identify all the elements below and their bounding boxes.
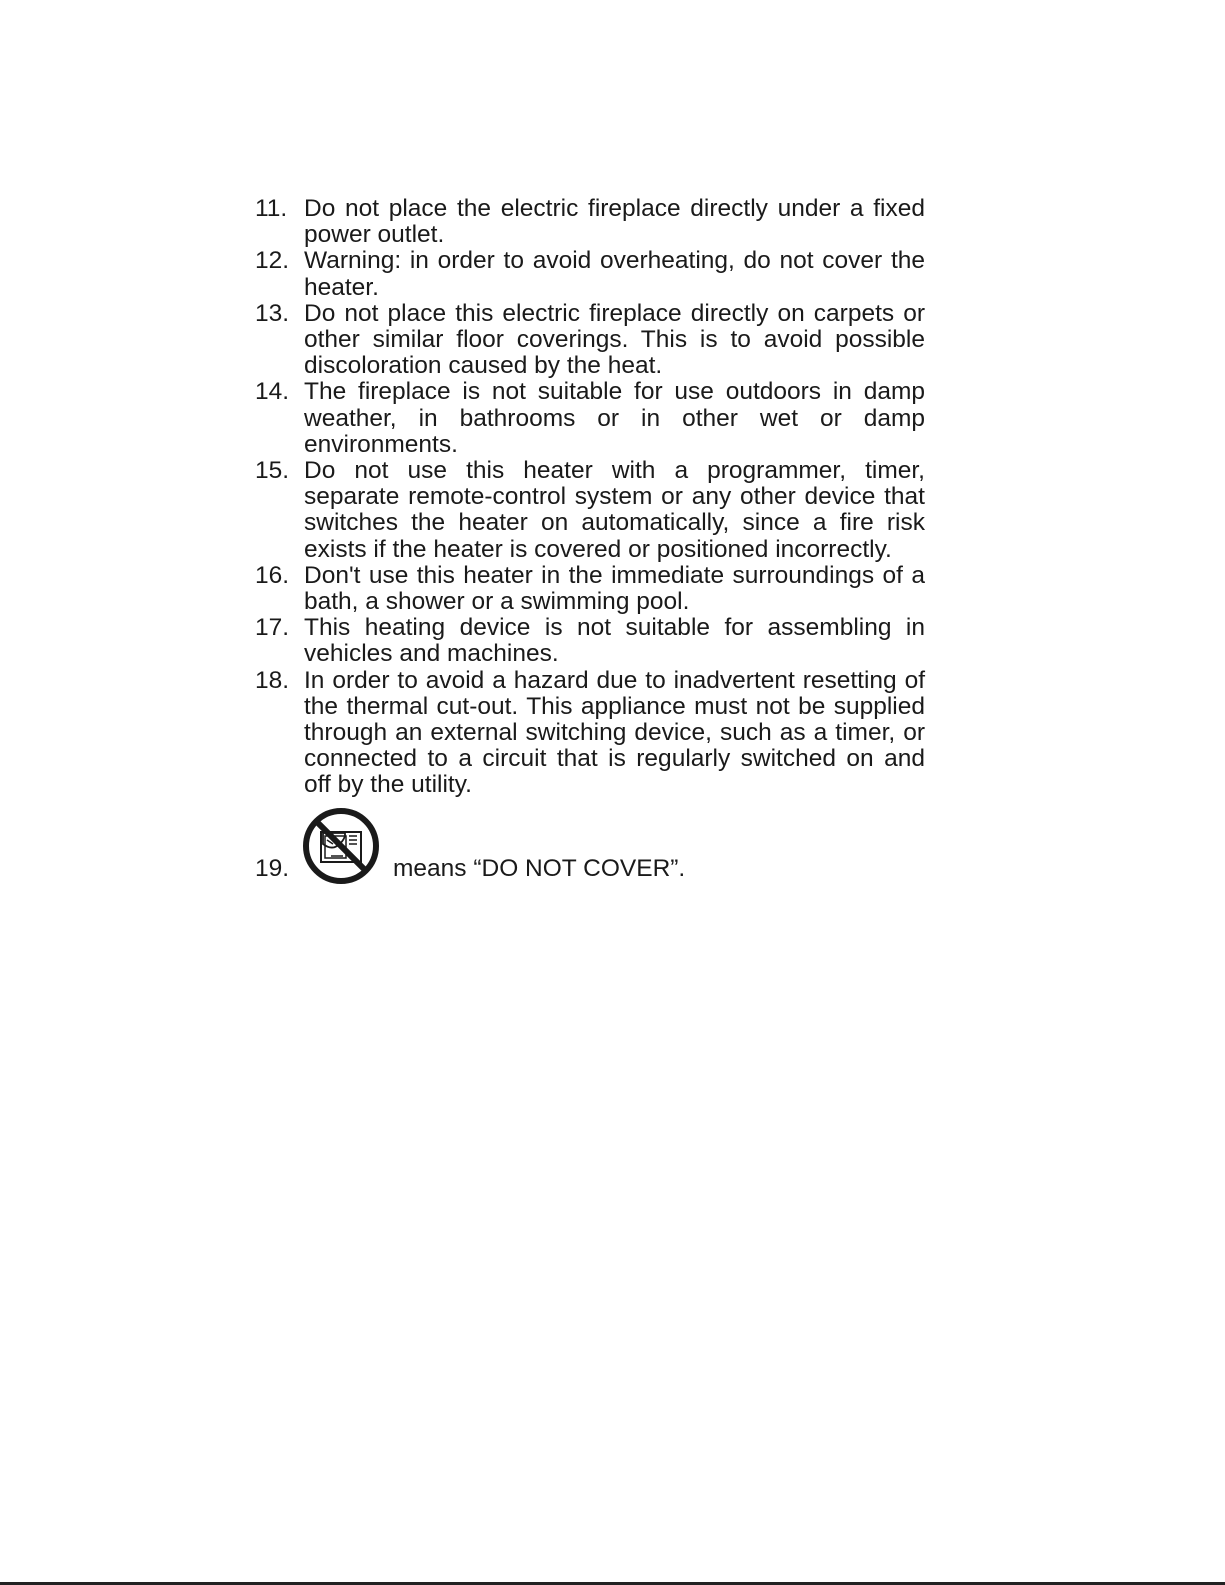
do-not-cover-meaning: means “DO NOT COVER”. xyxy=(393,855,686,882)
list-item xyxy=(255,615,925,667)
item-text: Do not place this electric fireplace directly on carpets or other similar floor coverings. This is to avoid possible discoloration caused by the heat. xyxy=(304,299,925,380)
do-not-cover-icon xyxy=(301,806,381,886)
list-item xyxy=(255,563,925,615)
list-item xyxy=(255,458,925,563)
item-number: 19. xyxy=(255,855,290,882)
list-item xyxy=(255,301,925,380)
item-number: 11. xyxy=(255,195,288,222)
list-item xyxy=(255,196,925,248)
item-number: 13. xyxy=(255,299,290,327)
list-item xyxy=(255,379,925,458)
item-text: In order to avoid a hazard due to inadvertent resetting of the thermal cut-out. This appliance must not be supplied through an external switching device, such as a timer, or connected to a circuit that is regularly switched on and off by the utility. xyxy=(304,666,925,799)
item-text: Do not place the electric fireplace directly under a fixed power outlet. xyxy=(304,195,925,249)
item-text: Warning: in order to avoid overheating, do not cover the heater. xyxy=(304,247,925,301)
item-number: 16. xyxy=(255,561,290,589)
item-text: This heating device is not suitable for assembling in vehicles and machines. xyxy=(304,614,925,668)
list-item-do-not-cover xyxy=(255,800,925,890)
item-number: 12. xyxy=(255,247,290,275)
item-number: 18. xyxy=(255,666,290,694)
item-number: 17. xyxy=(255,614,290,642)
item-text: Do not use this heater with a programmer, timer, separate remote-control system or any other device that switches the heater on automatically, since a fire risk exists if the heater is covered or positioned incorrectly. xyxy=(304,457,925,563)
item-text: The fireplace is not suitable for use outdoors in damp weather, in bathrooms or in other wet or damp environments. xyxy=(304,378,925,458)
safety-instructions-list xyxy=(255,196,925,799)
list-item xyxy=(255,248,925,300)
list-item xyxy=(255,668,925,799)
item-number: 15. xyxy=(255,457,290,485)
item-text: Don't use this heater in the immediate surroundings of a bath, a shower or a swimming pool. xyxy=(304,561,925,616)
item-number: 14. xyxy=(255,378,290,406)
